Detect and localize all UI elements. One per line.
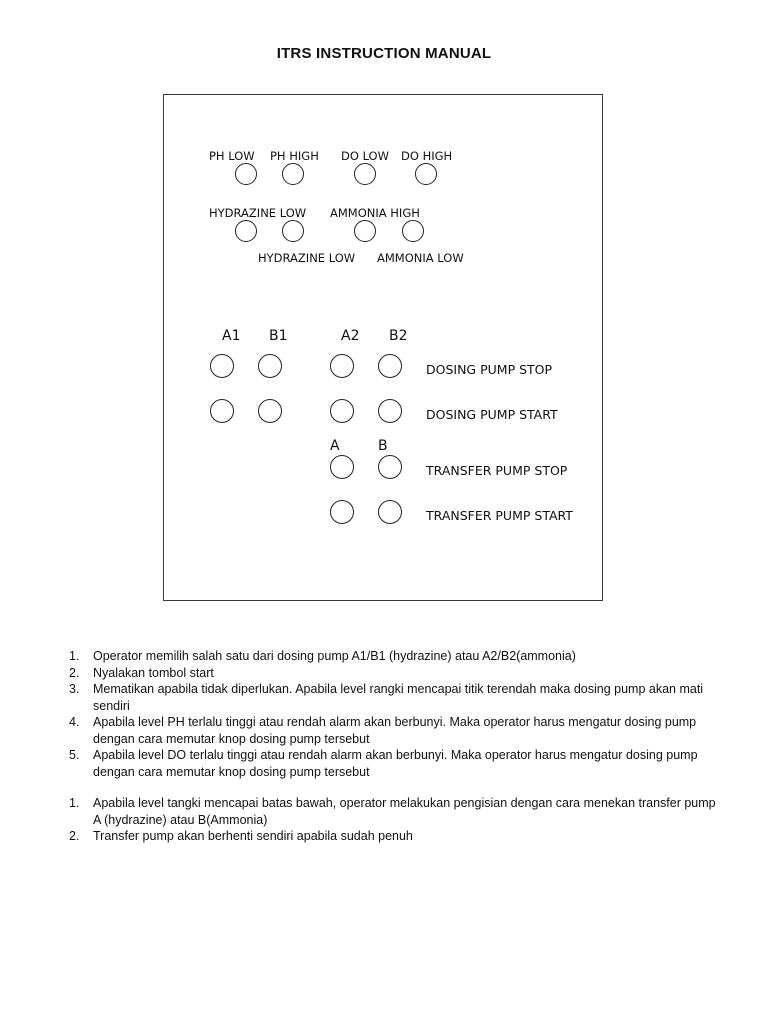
dosing-b1-stop-button: [258, 354, 282, 378]
hydrazine-low-label-top: HYDRAZINE LOW: [209, 206, 307, 220]
dosing-a2-start-button: [330, 399, 354, 423]
document-title: ITRS INSTRUCTION MANUAL: [276, 45, 492, 62]
do-high-alarm-lamp: [415, 163, 437, 185]
ph-high-label: PH HIGH: [270, 149, 319, 163]
transfer-pump-stop-label: TRANSFER PUMP STOP: [426, 463, 568, 478]
list-item: 1. Apabila level tangki mencapai batas bawah, operator melakukan pengisian dengan cara menekan transfer pump A (hydrazine) atau B(Ammonia): [69, 796, 716, 827]
list-item: 2. Nyalakan tombol start: [69, 665, 214, 680]
ph-low-label: PH LOW: [209, 149, 255, 163]
ammonia-low-label: AMMONIA LOW: [377, 251, 464, 265]
transfer-b-start-button: [378, 500, 402, 524]
dosing-a1-stop-button: [210, 354, 234, 378]
ph-low-alarm-lamp: [235, 163, 257, 185]
dosing-a1-start-button: [210, 399, 234, 423]
dosing-pump-stop-label: DOSING PUMP STOP: [426, 362, 553, 377]
hydrazine-low-label-bottom: HYDRAZINE LOW: [258, 251, 356, 265]
pump-a2-label: A2: [341, 328, 360, 344]
ammonia-alarm-lamp-1: [354, 220, 376, 242]
do-high-label: DO HIGH: [401, 149, 453, 163]
dosing-b1-start-button: [258, 399, 282, 423]
transfer-b-label: B: [378, 438, 388, 454]
pump-b1-label: B1: [269, 328, 288, 344]
list-item: 4. Apabila level PH terlalu tinggi atau rendah alarm akan berbunyi. Maka operator harus mengatur dosing pump dengan cara memutar knop dosing pump tersebut: [69, 715, 697, 746]
transfer-a-label: A: [330, 438, 340, 454]
transfer-instructions-list: [62, 795, 722, 845]
list-item: 2. Transfer pump akan berhenti sendiri apabila sudah penuh: [69, 829, 413, 843]
dosing-b2-stop-button: [378, 354, 402, 378]
hydrazine-alarm-lamp-1: [235, 220, 257, 242]
list-item: 5. Apabila level DO terlalu tinggi atau rendah alarm akan berbunyi. Maka operator harus mengatur dosing pump dengan cara memutar knop dosing pump tersebut: [69, 748, 698, 779]
control-panel-diagram: [163, 94, 603, 601]
ph-high-alarm-lamp: [282, 163, 304, 185]
list-item: 1. Operator memilih salah satu dari dosing pump A1/B1 (hydrazine) atau A2/B2(ammonia): [69, 649, 576, 663]
ammonia-high-label: AMMONIA HIGH: [330, 206, 420, 220]
dosing-pump-start-label: DOSING PUMP START: [426, 407, 558, 422]
do-low-label: DO LOW: [341, 149, 389, 163]
pump-a1-label: A1: [222, 328, 241, 344]
do-low-alarm-lamp: [354, 163, 376, 185]
transfer-b-stop-button: [378, 455, 402, 479]
dosing-a2-stop-button: [330, 354, 354, 378]
dosing-b2-start-button: [378, 399, 402, 423]
dosing-instructions-list: [62, 648, 722, 780]
hydrazine-alarm-lamp-2: [282, 220, 304, 242]
pump-b2-label: B2: [389, 328, 408, 344]
list-item: 3. Mematikan apabila tidak diperlukan. Apabila level rangki mencapai titik terendah maka dosing pump akan mati sendiri: [69, 682, 704, 713]
ammonia-alarm-lamp-2: [402, 220, 424, 242]
transfer-a-start-button: [330, 500, 354, 524]
transfer-a-stop-button: [330, 455, 354, 479]
transfer-pump-start-label: TRANSFER PUMP START: [426, 508, 573, 523]
